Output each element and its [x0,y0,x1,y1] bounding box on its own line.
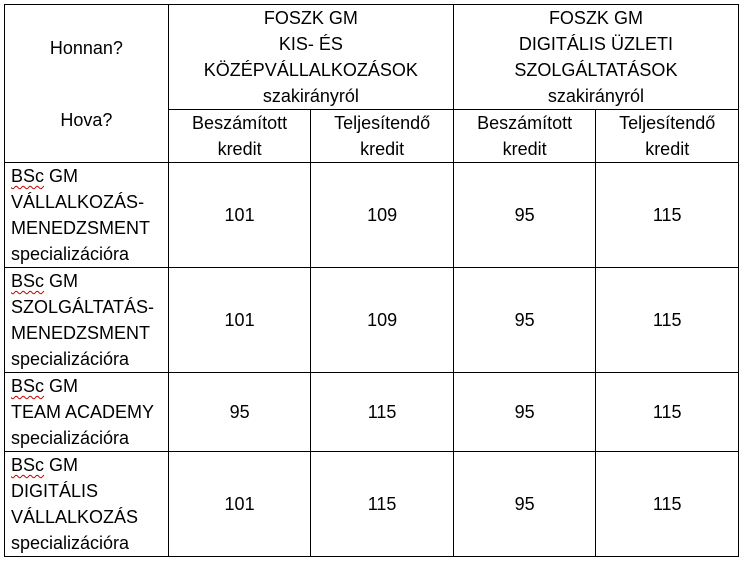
destination-line [11,268,162,294]
credit-value: 109 [311,268,454,373]
destination-line: VÁLLALKOZÁS [11,507,139,527]
subheader-required [596,110,739,163]
source-header-line: szakirányról [547,86,644,106]
subheader-line: Beszámított [192,113,288,133]
subheader-credited [168,110,311,163]
destination-cell [5,268,169,373]
destination-line: specializációra [11,428,130,448]
destination-line: specializációra [11,533,130,553]
source-header-line: szakirányról [262,86,359,106]
destination-line [11,373,162,399]
credit-value: 95 [453,268,596,373]
destination-line: MENEDZSMENT [11,218,150,238]
destination-cell [5,373,169,452]
credit-value: 101 [168,452,311,557]
destination-cell [5,452,169,557]
table-row [5,163,739,268]
source-header-line: FOSZK GM [548,8,643,28]
subheader-line: kredit [502,139,547,159]
table-row [5,373,739,452]
credit-value: 115 [311,452,454,557]
destination-line: specializációra [11,244,130,264]
source-header-line: KIS- ÉS [278,34,343,54]
from-label: Honnan? [49,37,123,58]
credit-value: 115 [596,452,739,557]
destination-line-text: GM [44,271,79,291]
destination-line-text: GM [44,455,79,475]
source-header-kkv [168,5,453,110]
subheader-line: kredit [217,139,262,159]
subheader-line: kredit [645,139,690,159]
subheader-required [311,110,454,163]
credit-value: 95 [453,163,596,268]
table-row [5,452,739,557]
destination-line-text: GM [44,166,79,186]
subheader-line: Teljesítendő [334,113,431,133]
destination-line: SZOLGÁLTATÁS- [11,297,155,317]
credit-value: 95 [168,373,311,452]
subheader-line: kredit [360,139,405,159]
credit-value: 115 [311,373,454,452]
credit-value: 95 [453,452,596,557]
source-header-line: SZOLGÁLTATÁSOK [514,60,678,80]
source-header-line: DIGITÁLIS ÜZLETI [518,34,673,54]
credit-value: 115 [596,373,739,452]
credit-value: 95 [453,373,596,452]
subheader-line: Beszámított [477,113,573,133]
to-label: Hova? [60,109,113,130]
degree-prefix: BSc [11,455,45,475]
source-header-line: FOSZK GM [263,8,358,28]
destination-line: specializációra [11,349,130,369]
destination-line: MENEDZSMENT [11,323,150,343]
credit-value: 109 [311,163,454,268]
source-header-line: KÖZÉPVÁLLALKOZÁSOK [203,60,418,80]
header-corner-cell [5,5,169,163]
degree-prefix: BSc [11,376,45,396]
destination-cell [5,163,169,268]
credit-value: 101 [168,268,311,373]
source-header-digital [453,5,738,110]
destination-line-text: GM [44,376,79,396]
destination-line: TEAM ACADEMY [11,402,155,422]
destination-line [11,452,162,478]
degree-prefix: BSc [11,166,45,186]
degree-prefix: BSc [11,271,45,291]
table-row [5,268,739,373]
destination-line: VÁLLALKOZÁS- [11,192,145,212]
subheader-credited [453,110,596,163]
credit-value: 115 [596,268,739,373]
destination-line [11,163,162,189]
destination-line: DIGITÁLIS [11,481,99,501]
credit-transfer-table [4,4,739,557]
subheader-line: Teljesítendő [619,113,716,133]
credit-value: 101 [168,163,311,268]
credit-value: 115 [596,163,739,268]
